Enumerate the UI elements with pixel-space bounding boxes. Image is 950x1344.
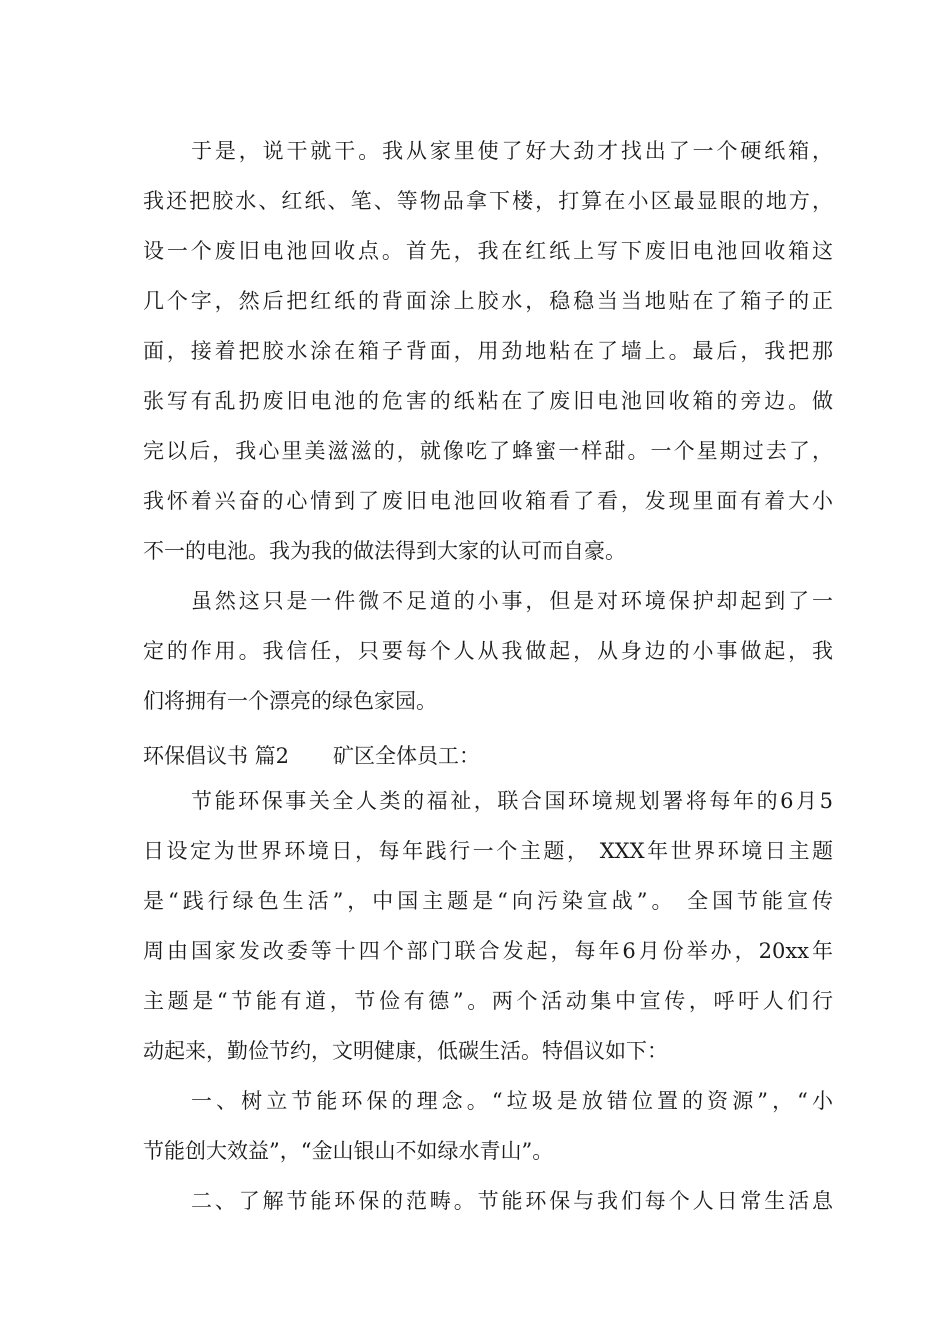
paragraph-1-line-3: 设一个废旧电池回收点。首先，我在红纸上写下废旧电池回收箱这 bbox=[143, 239, 833, 263]
paragraph-4-line-1: 一、树立节能环保的理念。“垃圾是放错位置的资源”，“小 bbox=[191, 1089, 833, 1113]
paragraph-1-line-6: 张写有乱扔废旧电池的危害的纸粘在了废旧电池回收箱的旁边。做 bbox=[143, 389, 833, 413]
paragraph-2-line-2: 定的作用。我信任，只要每个人从我做起，从身边的小事做起，我 bbox=[143, 639, 833, 663]
paragraph-1-line-5: 面，接着把胶水涂在箱子背面，用劲地粘在了墙上。最后，我把那 bbox=[143, 339, 833, 363]
section-heading bbox=[143, 736, 480, 776]
paragraph-2-line-3: 们将拥有一个漂亮的绿色家园。 bbox=[143, 689, 437, 713]
paragraph-2-line-1: 虽然这只是一件微不足道的小事，但是对环境保护却起到了一 bbox=[191, 589, 833, 613]
paragraph-1-line-1: 于是，说干就干。我从家里使了好大劲才找出了一个硬纸箱， bbox=[191, 139, 833, 163]
section-title: 环保倡议书 篇2 bbox=[143, 744, 290, 768]
paragraph-1-line-4: 几个字，然后把红纸的背面涂上胶水，稳稳当当地贴在了箱子的正 bbox=[143, 289, 833, 313]
paragraph-4-line-2: 节能创大效益”，“金山银山不如绿水青山”。 bbox=[143, 1139, 554, 1163]
paragraph-3-line-3: 是“践行绿色生活”，中国主题是“向污染宣战”。 全国节能宣传 bbox=[143, 889, 833, 913]
section-addressee: 矿区全体员工： bbox=[333, 744, 481, 768]
paragraph-3-line-5: 主题是“节能有道，节俭有德”。两个活动集中宣传，呼吁人们行 bbox=[143, 989, 833, 1013]
paragraph-1-line-7: 完以后，我心里美滋滋的，就像吃了蜂蜜一样甜。一个星期过去了， bbox=[143, 439, 833, 463]
paragraph-3-line-4: 周由国家发改委等十四个部门联合发起，每年6月份举办，20xx年 bbox=[143, 939, 833, 963]
paragraph-3-line-6: 动起来，勤俭节约，文明健康，低碳生活。特倡议如下： bbox=[143, 1039, 668, 1063]
paragraph-3-line-1: 节能环保事关全人类的福祉，联合国环境规划署将每年的6月5 bbox=[191, 789, 833, 813]
paragraph-1-line-9: 不一的电池。我为我的做法得到大家的认可而自豪。 bbox=[143, 539, 626, 563]
paragraph-1-line-2: 我还把胶水、红纸、笔、等物品拿下楼，打算在小区最显眼的地方， bbox=[143, 189, 833, 213]
paragraph-3-line-2: 日设定为世界环境日，每年践行一个主题， XXX年世界环境日主题 bbox=[143, 839, 833, 863]
paragraph-1-line-8: 我怀着兴奋的心情到了废旧电池回收箱看了看，发现里面有着大小 bbox=[143, 489, 833, 513]
paragraph-5-line-1: 二、了解节能环保的范畴。节能环保与我们每个人日常生活息 bbox=[191, 1189, 833, 1213]
